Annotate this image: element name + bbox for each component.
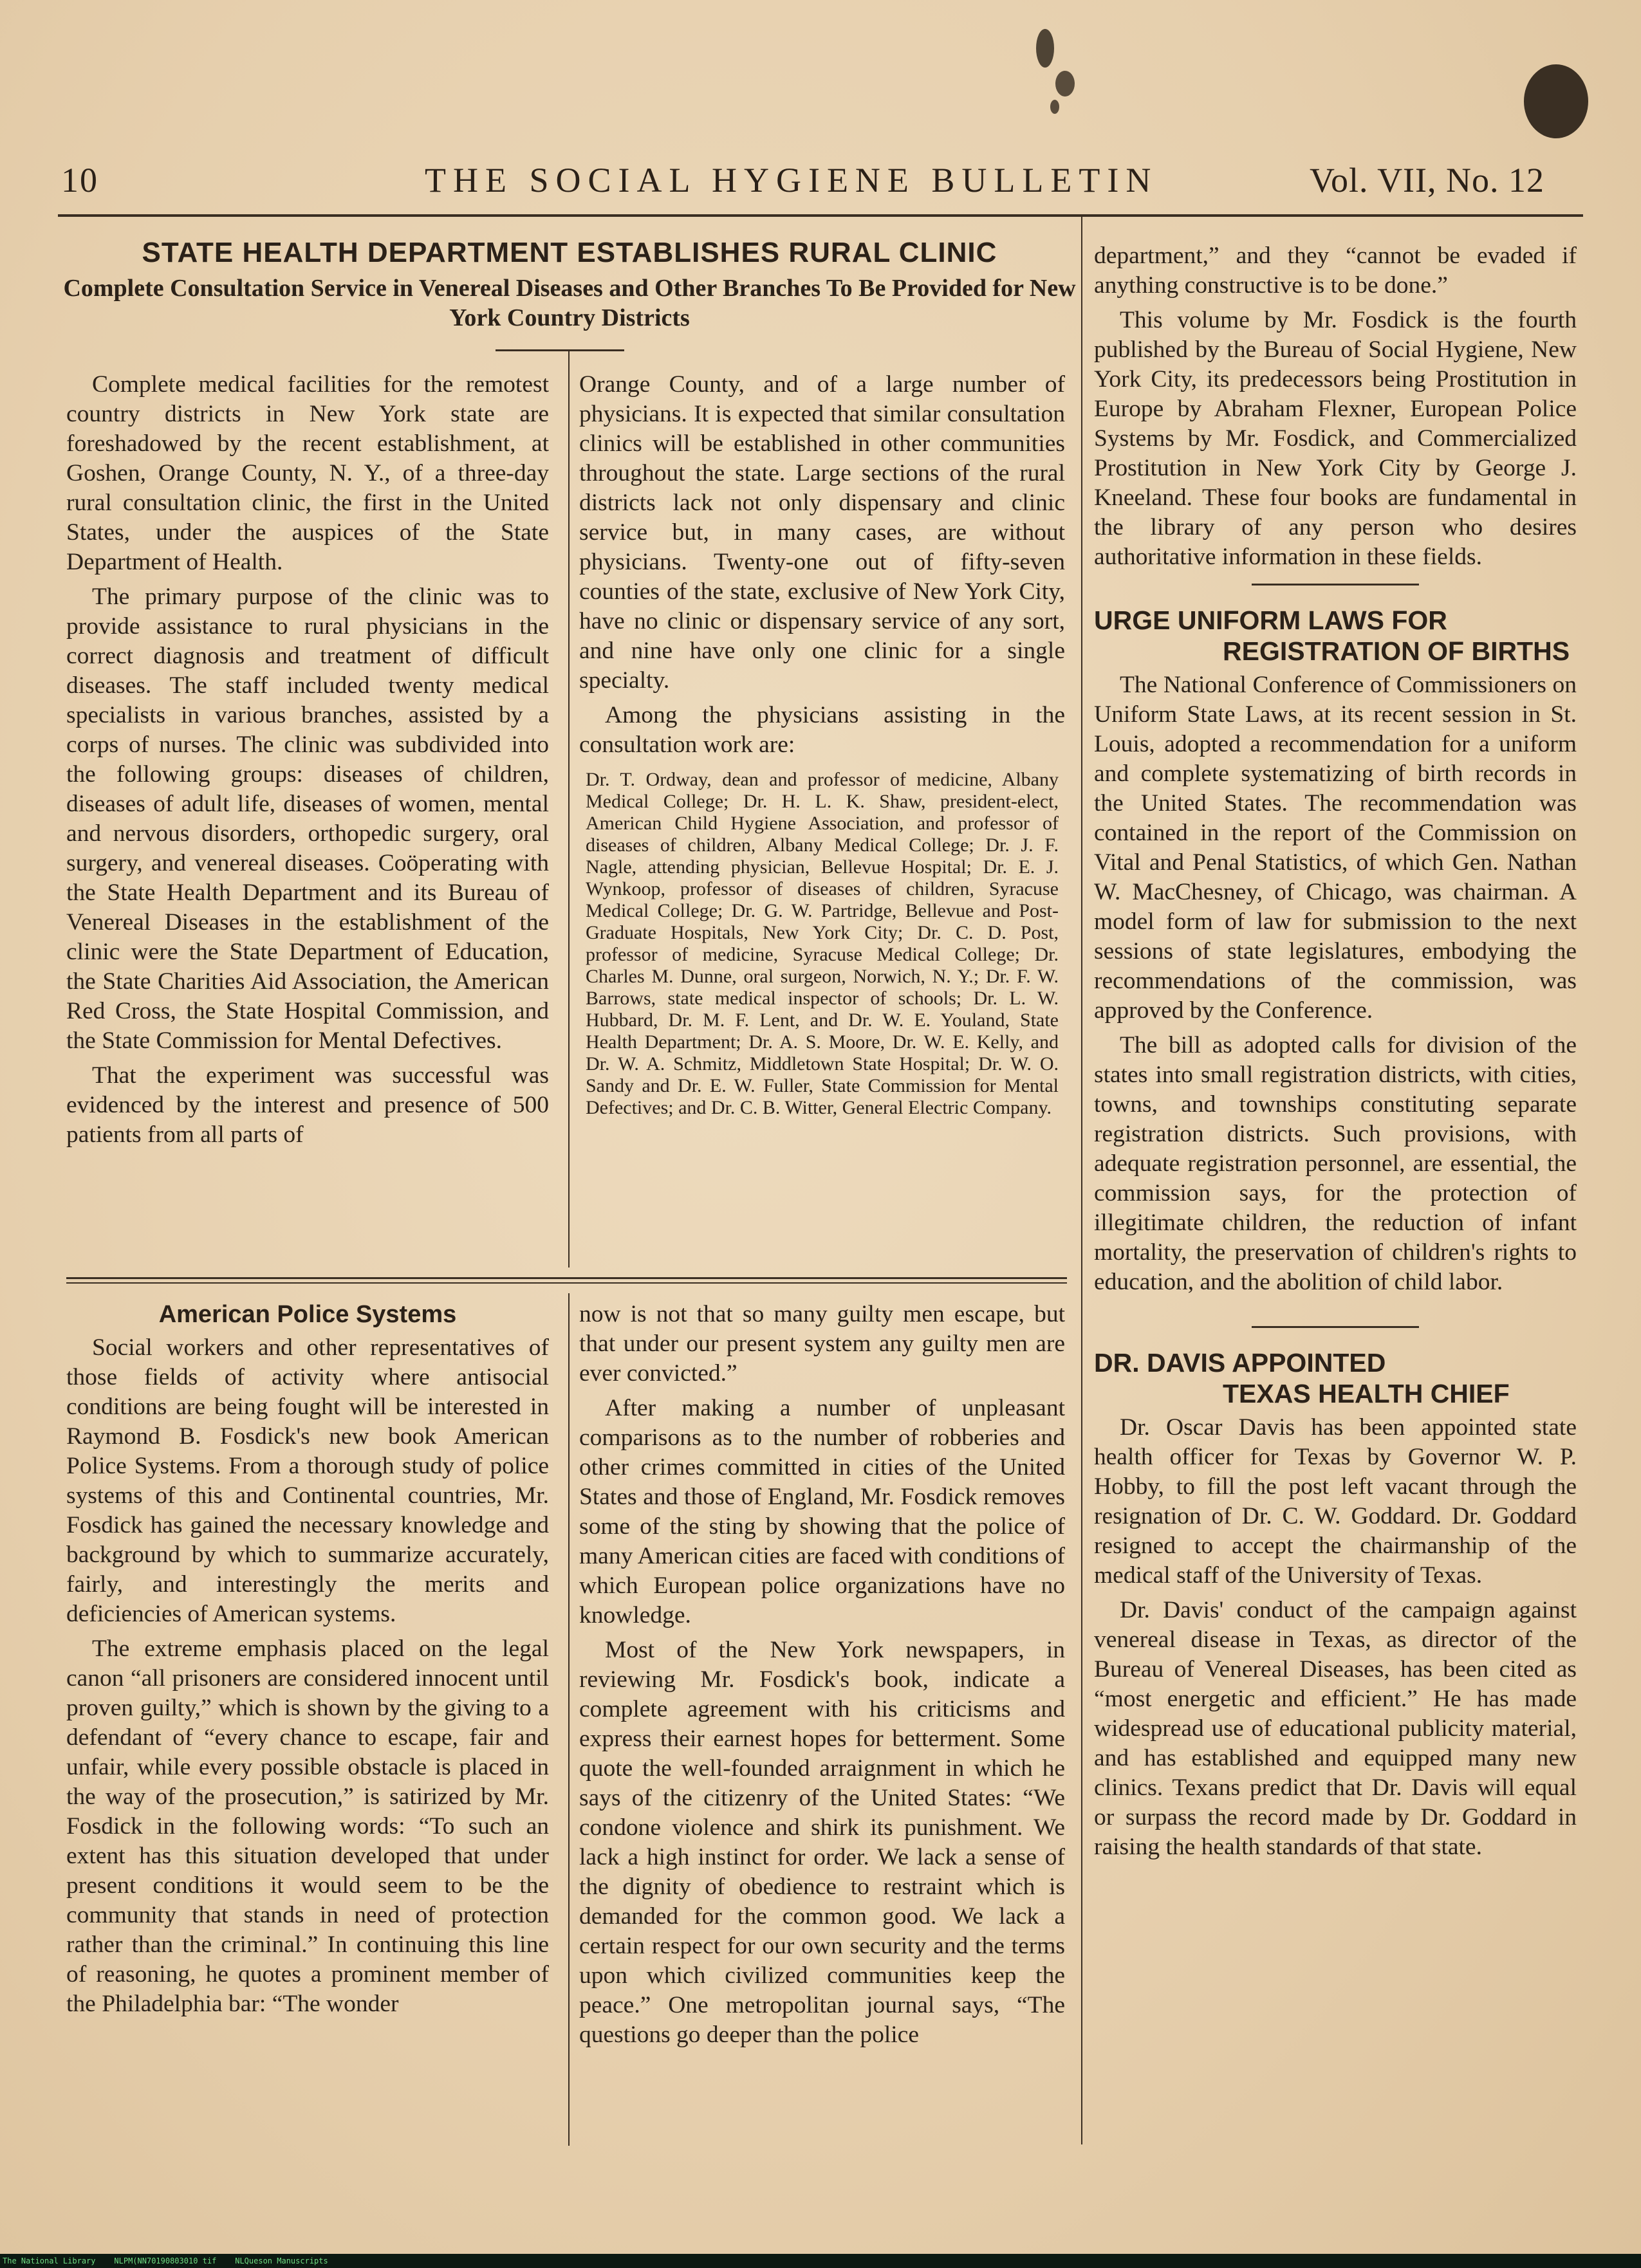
- section-rule: [66, 1282, 1067, 1284]
- ink-stain: [1524, 64, 1588, 138]
- paragraph: Dr. Davis' conduct of the campaign against venereal disease in Texas, as director of the Bureau of Venereal Diseases, has been cited as “most energetic and efficient.” He has made widespread use of educational publicity material, and has established and equipped many new clinics. Texans predict that Dr. Davis will equal or surpass the record made by Dr. Goddard in raising the health standards of that state.: [1094, 1597, 1577, 1860]
- paragraph: After making a number of unpleasant comparisons as to the number of robberies and other crimes committed in cities of the United States and those of England, Mr. Fosdick removes some of the sting by showing that the police of many American cities are faced with conditions of which European police organizations have no knowledge.: [579, 1395, 1065, 1628]
- paragraph: department,” and they “cannot be evaded if anything constructive is to be done.”: [1094, 243, 1577, 299]
- ink-stain: [1036, 29, 1054, 68]
- davis-heading-line2: TEXAS HEALTH CHIEF: [1223, 1379, 1510, 1408]
- volume-number: Vol. VII, No. 12: [1310, 161, 1545, 199]
- davis-heading: [1094, 1347, 1577, 1409]
- headline-rule: [496, 349, 624, 351]
- ink-stain: [1050, 100, 1059, 114]
- births-heading-line1: URGE UNIFORM LAWS FOR: [1094, 605, 1447, 635]
- paragraph: The extreme emphasis placed on the legal canon “all prisoners are considered innocent until proven guilty,” which is shown by the giving to a defendant of “every chance to escape, fair and unfair, while every possible obstacle is placed in the way of the prosecution,” is satirized by Mr. Fosdick in the following words: “To such an extent has this situation developed that under present conditions it would seem to be the community that stands in need of protection rather than the criminal.” In continuing this line of reasoning, he quotes a prominent member of the Philadelphia bar: “The wonder: [66, 1636, 549, 2017]
- section-rule: [66, 1277, 1067, 1279]
- article-divider: [1252, 584, 1419, 585]
- paragraph: now is not that so many guilty men escape, but that under our present system any guilty men are ever convicted.”: [579, 1301, 1065, 1387]
- police-article-col2: [579, 1300, 1065, 2055]
- main-article-col2: [579, 370, 1065, 1124]
- paragraph: Most of the New York newspapers, in reviewing Mr. Fosdick's book, indicate a complete agreement with his criticisms and express their earnest hopes for betterment. Some quote the well-founded arraignment in which he says of the citizenry of the United States: “We condone violence and shirk its punishment. We lack a high instinct for order. We lack a sense of the dignity of obedience to restraint which is demanded for the common good. We lack a certain respect for our own security and the terms upon which civilized communities keep the peace.” One metropolitan journal says, “The questions go deeper than the police: [579, 1637, 1065, 2048]
- paragraph: Among the physicians assisting in the consultation work are:: [579, 702, 1065, 758]
- physicians-list: Dr. T. Ordway, dean and professor of medicine, Albany Medical College; Dr. H. L. K. Shaw, president-elect, American Child Hygiene Association, and professor of diseases of children, Albany Medical College; Dr. J. F. Nagle, attending physician, Bellevue Hospital; Dr. E. J. Wynkoop, professor of diseases of children, Syracuse Medical College; Dr. G. W. Partridge, Bellevue and Post-Graduate Hospitals, New York City; Dr. C. D. Post, professor of medicine, Syracuse Medical College; Dr. Charles M. Dunne, oral surgeon, Norwich, N. Y.; Dr. F. W. Barrows, state medical inspector of schools; Dr. L. W. Hubbard, Dr. M. F. Lent, and Dr. W. E. Youland, State Health Department; Dr. A. S. Moore, Dr. W. E. Kelly, and Dr. W. A. Schmitz, Middletown State Hospital; Dr. W. O. Sandy and Dr. E. W. Fuller, State Commission for Mental Defectives; and Dr. C. B. Witter, General Electric Company.: [586, 769, 1059, 1118]
- publication-title: THE SOCIAL HYGIENE BULLETIN: [425, 161, 1158, 199]
- page-number: 10: [61, 161, 98, 199]
- births-heading: [1094, 605, 1577, 667]
- column-divider: [568, 351, 570, 1268]
- ink-stain: [1055, 71, 1075, 97]
- article-divider: [1252, 1326, 1419, 1328]
- paragraph: That the experiment was successful was evidenced by the interest and presence of 500 patients from all parts of: [66, 1062, 549, 1148]
- paragraph: The bill as adopted calls for division of the states into small registration districts, with cities, towns, and townships constituting separate registration districts. Such provisions, with adequate registration personnel, are essential, the commission says, for the protection of illegitimate children, the reduction of infant mortality, the preservation of children's rights to education, and the abolition of child labor.: [1094, 1032, 1577, 1295]
- scan-footer: The National Library NLPM(NN70190803010 tif NLQueson Manuscripts: [0, 2254, 1641, 2268]
- paragraph: This volume by Mr. Fosdick is the fourth published by the Bureau of Social Hygiene, New York City, its predecessors being Prostitution in Europe by Abraham Flexner, European Police Systems by Mr. Fosdick, and Commercialized Prostitution in New York City by George J. Kneeland. These four books are fundamental in the library of any person who desires authoritative information in these fields.: [1094, 307, 1577, 570]
- paragraph: Social workers and other representatives of those fields of activity where antisocial conditions are being fought will be interested in Raymond B. Fosdick's new book American Police Systems. From a thorough study of police systems of this and Continental countries, Mr. Fosdick has gained the necessary knowledge and background by which to summarize accurately, fairly, and interestingly the merits and deficiencies of American systems.: [66, 1334, 549, 1627]
- main-article-col1: [66, 370, 549, 1155]
- paragraph: The primary purpose of the clinic was to provide assistance to rural physicians in the correct diagnosis and treatment of difficult diseases. The staff included twenty medical specialists in various branches, assisted by a corps of nurses. The clinic was subdivided into the following groups: diseases of children, diseases of adult life, diseases of women, mental and nervous disorders, orthopedic surgery, oral surgery, and venereal diseases. Coöperating with the State Health Department and its Bureau of Venereal Diseases in the establishment of the clinic were the State Department of Education, the State Charities Aid Association, the American Red Cross, the State Hospital Commission, and the State Commission for Mental Defectives.: [66, 584, 549, 1054]
- column-divider: [568, 1293, 570, 2146]
- paragraph: Dr. Oscar Davis has been appointed state health officer for Texas by Governor W. P. Hobby, to fill the post left vacant through the resignation of Dr. C. W. Goddard. Dr. Goddard resigned to accept the chairmanship of the medical staff of the University of Texas.: [1094, 1414, 1577, 1589]
- davis-heading-line1: DR. DAVIS APPOINTED: [1094, 1348, 1386, 1378]
- births-heading-line2: REGISTRATION OF BIRTHS: [1223, 636, 1570, 666]
- right-column: [1094, 241, 1577, 1867]
- main-headline: STATE HEALTH DEPARTMENT ESTABLISHES RURAL CLINIC: [142, 237, 997, 268]
- police-article-col1: [66, 1300, 549, 2024]
- column-divider: [1081, 214, 1082, 2144]
- paragraph: Orange County, and of a large number of physicians. It is expected that similar consultation clinics will be established in other communities throughout the state. Large sections of the rural districts lack not only dispensary and clinic service but, in many cases, are without physicians. Twenty-one out of fifty-seven counties of the state, exclusive of New York City, have no clinic or dispensary service of any sort, and nine have only one clinic for a single specialty.: [579, 371, 1065, 694]
- paragraph: The National Conference of Commissioners on Uniform State Laws, at its recent session in St. Louis, adopted a recommendation for a uniform and complete systematizing of birth records in the United States. The recommendation was contained in the report of the Commission on Vital and Penal Statistics, of which Gen. Nathan W. MacChesney, of Chicago, was chairman. A model form of law for submission to the next sessions of state legislatures, embodying the recommendations of the commission, was approved by the Conference.: [1094, 672, 1577, 1024]
- header-rule: [58, 214, 1583, 217]
- section-heading: American Police Systems: [158, 1301, 457, 1328]
- main-subheadline: Complete Consultation Service in Venereal Diseases and Other Branches To Be Provided for New York Country Districts: [63, 275, 1076, 331]
- paragraph: Complete medical facilities for the remotest country districts in New York state are foreshadowed by the recent establishment, at Goshen, Orange County, N. Y., of a three-day rural consultation clinic, the first in the United States, under the auspices of the State Department of Health.: [66, 371, 549, 575]
